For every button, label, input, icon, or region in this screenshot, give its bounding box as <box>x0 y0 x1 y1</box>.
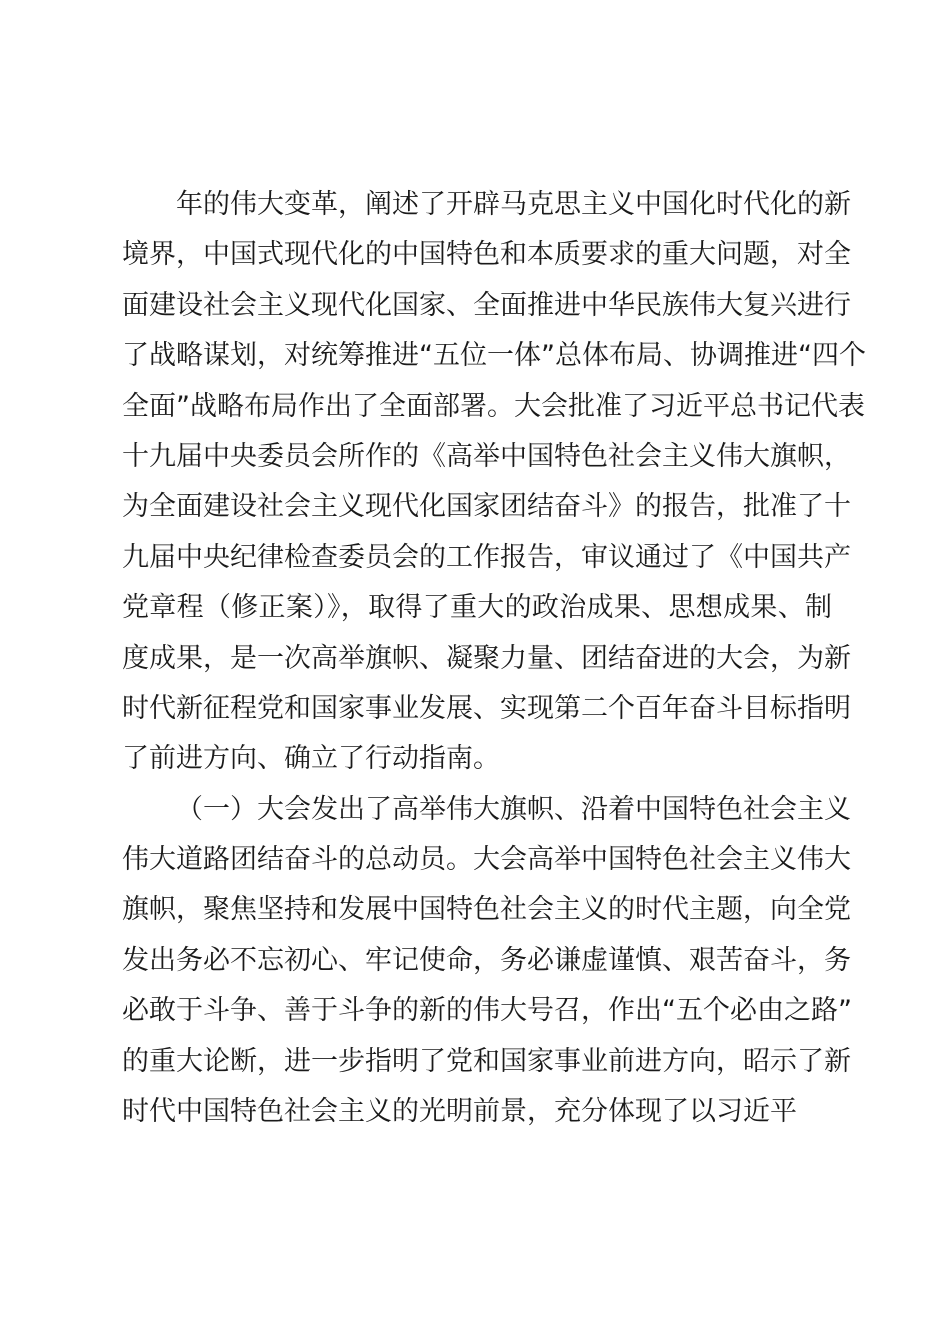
text-line: 十九届中央委员会所作的《高举中国特色社会主义伟大旗帜， <box>122 440 851 472</box>
body-text <box>122 180 866 1137</box>
text-line: 旗帜，聚焦坚持和发展中国特色社会主义的时代主题，向全党 <box>122 894 851 926</box>
text-line: 发出务必不忘初心、牢记使命，务必谦虚谨慎、艰苦奋斗，务 <box>122 944 851 976</box>
text-line: 必敢于斗争、善于斗争的新的伟大号召，作出“五个必由之路” <box>122 995 852 1027</box>
text-line: 境界，中国式现代化的中国特色和本质要求的重大问题，对全 <box>122 239 851 271</box>
text-line: 的重大论断，进一步指明了党和国家事业前进方向，昭示了新 <box>122 1045 851 1077</box>
paragraph-1 <box>122 180 866 785</box>
text-line: 了前进方向、确立了行动指南。 <box>122 743 500 775</box>
text-line: 年的伟大变革，阐述了开辟马克思主义中国化时代化的新 <box>176 189 851 220</box>
text-line: 伟大道路团结奋斗的总动员。大会高举中国特色社会主义伟大 <box>122 844 851 876</box>
paragraph-2 <box>122 785 852 1138</box>
text-line: 度成果，是一次高举旗帜、凝聚力量、团结奋进的大会，为新 <box>122 642 851 674</box>
text-line: 面建设社会主义现代化国家、全面推进中华民族伟大复兴进行 <box>122 289 851 321</box>
text-line: （一）大会发出了高举伟大旗帜、沿着中国特色社会主义 <box>176 793 851 825</box>
text-line: 九届中央纪律检查委员会的工作报告，审议通过了《中国共产 <box>122 541 851 573</box>
text-line: 为全面建设社会主义现代化国家团结奋斗》的报告，批准了十 <box>122 491 851 523</box>
text-line: 时代中国特色社会主义的光明前景，充分体现了以习近平 <box>122 1096 797 1128</box>
text-line: 了战略谋划，对统筹推进“五位一体”总体布局、协调推进“四个 <box>122 340 866 372</box>
text-line: 全面”战略布局作出了全面部署。大会批准了习近平总书记代表 <box>122 390 865 422</box>
text-line: 时代新征程党和国家事业发展、实现第二个百年奋斗目标指明 <box>122 692 851 724</box>
text-line: 党章程（修正案）》，取得了重大的政治成果、思想成果、制 <box>122 592 832 624</box>
